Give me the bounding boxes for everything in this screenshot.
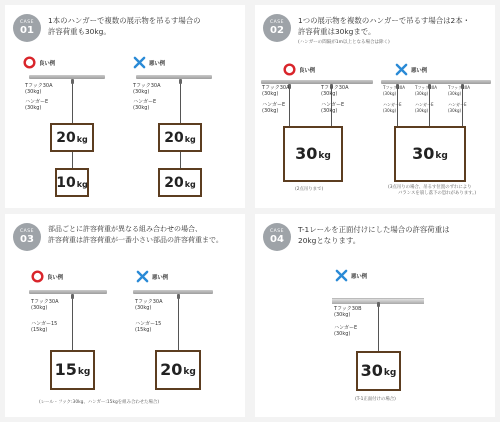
hanger-label — [321, 102, 344, 114]
case-description — [298, 15, 490, 48]
hanger-name: ハンガーE — [334, 325, 358, 331]
hanger-load: (30kg) — [321, 108, 338, 114]
caption-line: (3点吊りの場合、吊るす位置のずれにより — [388, 185, 472, 190]
ceiling-rail — [136, 75, 212, 79]
hanger-load: (30kg) — [334, 331, 351, 337]
frame-unit: kg — [183, 367, 196, 377]
hanger-load: (30kg) — [262, 108, 279, 114]
hook-load: (30kg) — [334, 312, 351, 318]
case-badge-label: CASE — [20, 20, 34, 25]
hook-name: Tフック30A — [262, 85, 290, 91]
hanger-name: ハンガーE — [262, 102, 286, 108]
cross-mark-icon — [133, 56, 146, 69]
weight-frame — [394, 126, 466, 182]
hook-name: Tフック30A — [135, 299, 163, 305]
case-04-card — [255, 214, 495, 417]
hanger-label — [262, 102, 285, 114]
hanger-wire — [72, 84, 73, 128]
case-badge — [13, 14, 41, 42]
hanger-label — [383, 102, 402, 114]
ceiling-rail — [261, 80, 373, 84]
case-badge-number: 02 — [270, 25, 284, 36]
circle-mark-icon — [31, 270, 44, 283]
hook-name: Tフック30B — [334, 306, 362, 312]
hook-name: Tフック30A — [133, 83, 161, 89]
good-example-legend — [23, 56, 55, 69]
ceiling-rail — [29, 75, 105, 79]
case-badge-number: 01 — [20, 25, 34, 36]
weight-frame — [283, 126, 343, 182]
frame-unit: kg — [184, 134, 196, 144]
hook-load: (30kg) — [262, 91, 279, 97]
hook-label — [321, 85, 349, 97]
bad-example-legend — [395, 63, 427, 76]
hanger-name: ハンガー15 — [31, 321, 58, 327]
hook-label — [448, 85, 470, 97]
circle-mark-icon — [23, 56, 36, 69]
hanger-load: (30kg) — [25, 105, 42, 111]
hanger-name: ハンガー15 — [135, 321, 162, 327]
case-badge — [263, 14, 291, 42]
cross-mark-icon — [335, 269, 348, 282]
hook-label — [133, 83, 161, 95]
frame-weight: 30 — [412, 144, 435, 163]
frame-unit: kg — [184, 179, 196, 189]
hook-label — [135, 299, 163, 311]
ceiling-rail — [29, 290, 107, 294]
hook-label — [262, 85, 290, 97]
frame-weight: 20 — [56, 129, 76, 146]
hanger-label — [25, 99, 48, 111]
hanger-name: ハンガーE — [25, 99, 49, 105]
legend-label: 良い例 — [47, 274, 64, 281]
bad-example-legend — [136, 270, 168, 283]
frame-weight: 10 — [56, 174, 76, 191]
legend-label: 悪い例 — [351, 273, 368, 280]
hook-name: Tフック30A — [415, 85, 437, 90]
description-line: 許容荷重は30kgまで。 — [298, 27, 376, 36]
frame-weight: 20 — [164, 129, 184, 146]
cross-mark-icon — [136, 270, 149, 283]
frame-weight: 20 — [160, 360, 183, 379]
hook-load: (30kg) — [135, 305, 152, 311]
example-caption: (T-1正面付けの場合) — [355, 397, 396, 402]
example-caption: (2点吊りまで) — [295, 187, 324, 192]
hanger-label — [448, 102, 467, 114]
circle-mark-icon — [283, 63, 296, 76]
hook-load: (30kg) — [25, 89, 42, 95]
case-description — [48, 224, 240, 246]
weight-frame — [356, 351, 401, 391]
weight-frame — [50, 123, 94, 152]
case-badge — [13, 223, 41, 251]
frame-weight: 30 — [360, 361, 383, 380]
hanger-name: ハンガーE — [448, 102, 467, 107]
hanger-name: ハンガーE — [383, 102, 402, 107]
case-badge-label: CASE — [270, 20, 284, 25]
case-badge-number: 03 — [20, 234, 34, 245]
hanger-load: (15kg) — [135, 327, 152, 333]
description-line: 許容荷重も30kg。 — [48, 27, 111, 36]
description-line: 20kgとなります。 — [298, 236, 361, 245]
case-badge — [263, 223, 291, 251]
legend-label: 良い例 — [299, 67, 316, 74]
frame-weight: 15 — [54, 360, 77, 379]
hook-name: Tフック30A — [383, 85, 405, 90]
good-example-legend — [31, 270, 63, 283]
hook-name: Tフック30A — [31, 299, 59, 305]
hanger-wire — [72, 299, 73, 352]
hanger-label — [415, 102, 434, 114]
frame-weight: 20 — [164, 174, 184, 191]
hanger-label — [133, 99, 156, 111]
hanger-label — [135, 321, 161, 333]
frame-unit: kg — [383, 368, 397, 378]
case-badge-label: CASE — [20, 229, 34, 234]
case-02-card — [255, 5, 495, 208]
description-line: 1つの展示物を複数のハンガーで吊るす場合は2本・ — [298, 16, 471, 25]
hanger-label — [31, 321, 57, 333]
frame-unit: kg — [77, 367, 91, 377]
bad-example-legend — [133, 56, 165, 69]
cross-mark-icon — [395, 63, 408, 76]
hook-label — [383, 85, 405, 97]
hanger-label — [334, 325, 357, 337]
weight-frame — [158, 168, 202, 197]
description-line: T-1レールを正面付けにした場合の許容荷重は — [298, 225, 450, 234]
hanger-name: ハンガーE — [415, 102, 434, 107]
hanger-name: ハンガーE — [133, 99, 157, 105]
frame-unit: kg — [435, 151, 448, 161]
case-description — [48, 15, 240, 37]
hook-load: (30kg) — [383, 91, 397, 96]
hook-name: Tフック30A — [321, 85, 349, 91]
hook-load: (30kg) — [321, 91, 338, 97]
hook-load: (30kg) — [415, 91, 429, 96]
case-description — [298, 224, 490, 246]
hook-name: Tフック30A — [448, 85, 470, 90]
hanger-name: ハンガーE — [321, 102, 345, 108]
example-caption — [388, 185, 476, 197]
hanger-load: (30kg) — [383, 108, 397, 113]
description-note: (ハンガーの間隔が1m以上となる場合は除く) — [298, 40, 390, 45]
frame-unit: kg — [76, 179, 88, 189]
hook-label — [334, 306, 362, 318]
hanger-wire — [178, 299, 179, 352]
hook-label — [31, 299, 59, 311]
description-line: 許容荷重は許容荷重が一番小さい部品の許容荷重まで。 — [48, 236, 223, 244]
hanger-load: (15kg) — [31, 327, 48, 333]
legend-label: 悪い例 — [411, 67, 428, 74]
frame-unit: kg — [76, 134, 88, 144]
hook-load: (30kg) — [31, 305, 48, 311]
good-example-legend — [283, 63, 315, 76]
case-01-card — [5, 5, 245, 208]
caption-line: バランスを崩し落下の恐れがあります。) — [398, 191, 477, 196]
hook-name: Tフック30A — [25, 83, 53, 89]
weight-frame — [155, 350, 201, 390]
bad-example-legend — [335, 269, 367, 282]
description-line: 部品ごとに許容荷重が異なる組み合わせの場合、 — [48, 225, 202, 233]
example-caption: (レール・フック:30kg、ハンガー:15kgを組み合わせた場合) — [39, 400, 160, 405]
hook-label — [415, 85, 437, 97]
hanger-load: (30kg) — [133, 105, 150, 111]
frame-weight: 30 — [295, 144, 318, 163]
hook-load: (30kg) — [133, 89, 150, 95]
legend-label: 良い例 — [39, 60, 56, 67]
description-line: 1本のハンガーで複数の展示物を吊るす場合の — [48, 16, 201, 25]
case-badge-number: 04 — [270, 234, 284, 245]
legend-label: 悪い例 — [149, 60, 166, 67]
case-03-card — [5, 214, 245, 417]
hanger-load: (30kg) — [415, 108, 429, 113]
hanger-load: (30kg) — [448, 108, 462, 113]
hanger-wire — [180, 84, 181, 128]
weight-frame — [158, 123, 202, 152]
legend-label: 悪い例 — [152, 274, 169, 281]
hook-load: (30kg) — [448, 91, 462, 96]
weight-frame — [50, 350, 95, 390]
case-badge-label: CASE — [270, 229, 284, 234]
frame-unit: kg — [318, 151, 331, 161]
weight-frame — [55, 168, 89, 197]
ceiling-rail — [133, 290, 213, 294]
hanger-wire — [378, 307, 379, 353]
hook-label — [25, 83, 53, 95]
